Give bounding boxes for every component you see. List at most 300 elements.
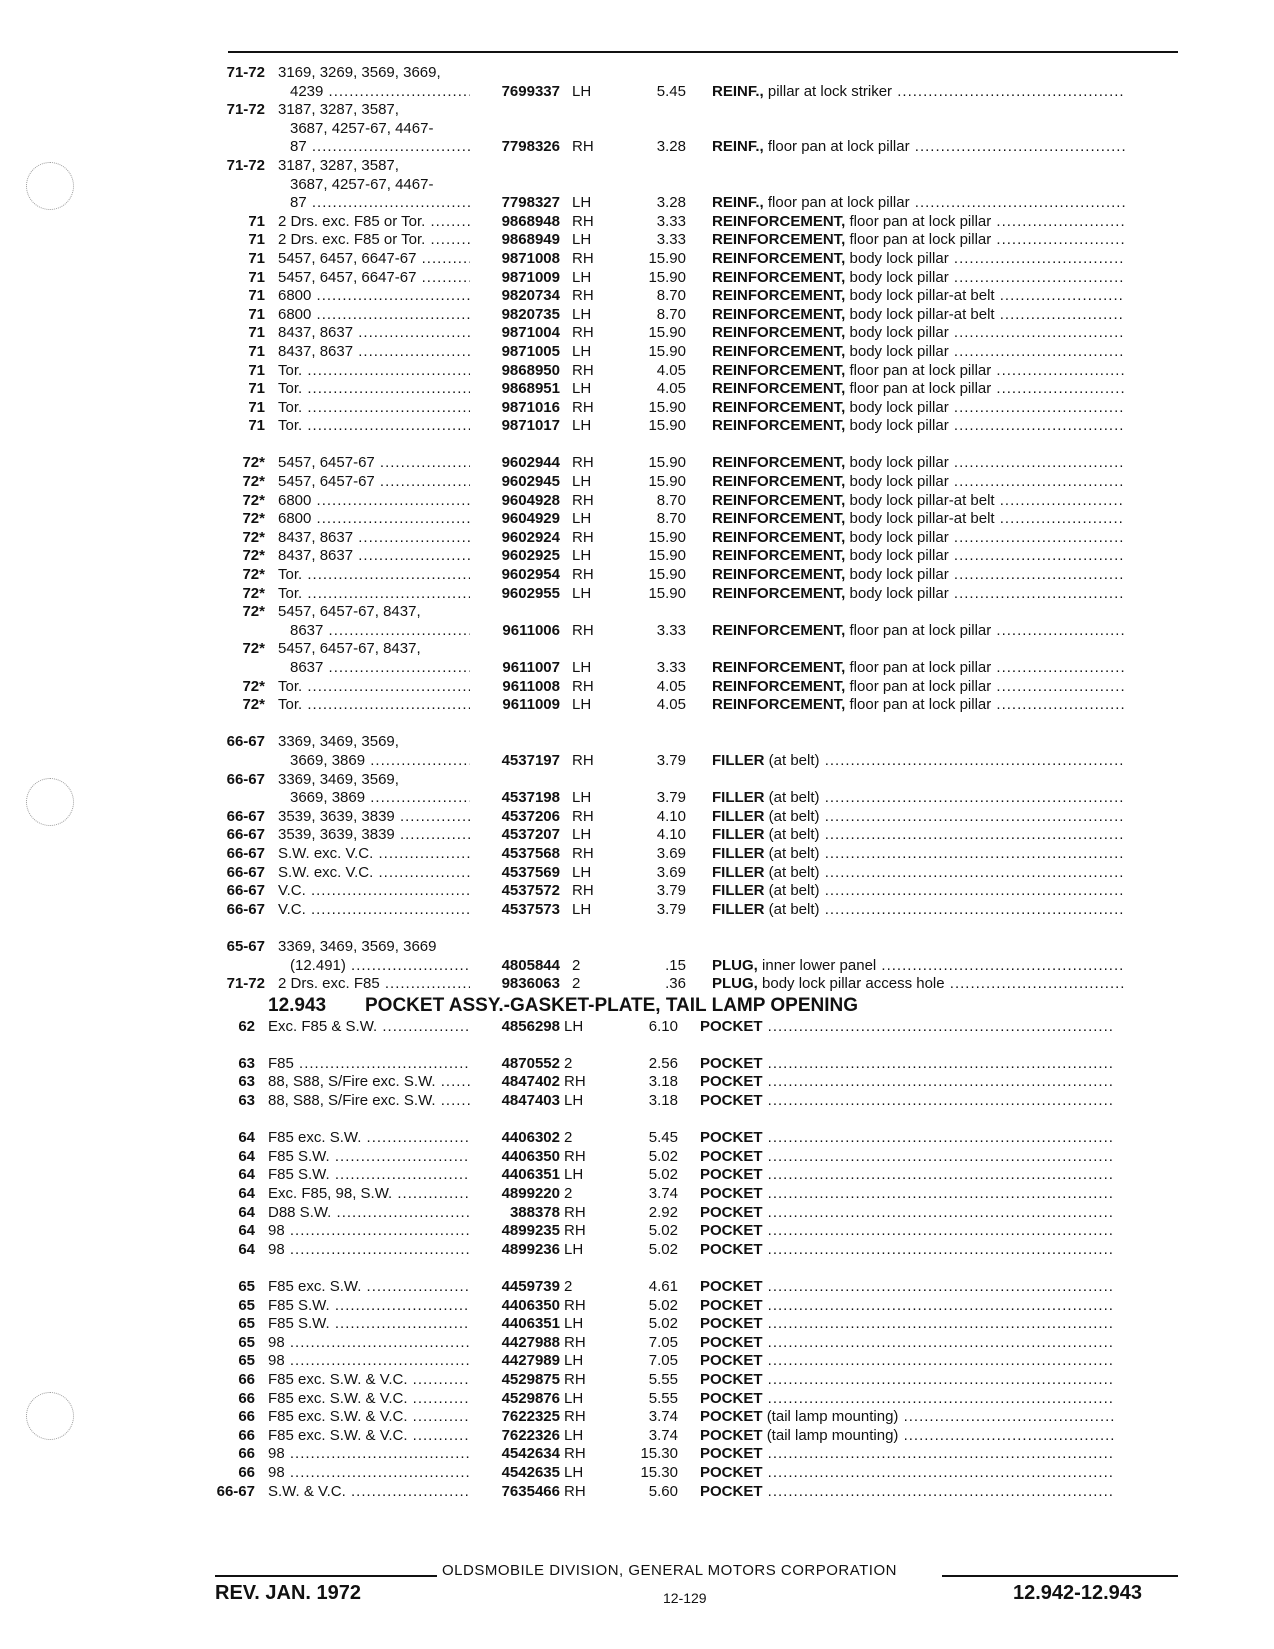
model-year: 66-67 (226, 863, 265, 881)
description-name: REINFORCEMENT, (712, 547, 846, 565)
part-description (700, 1352, 1115, 1371)
description-name: POCKET (700, 1352, 763, 1370)
part-description (700, 1297, 1115, 1316)
part-description (712, 83, 1125, 102)
model-text: 98 (268, 1222, 285, 1240)
parts-row (0, 157, 1274, 176)
model-application (268, 1445, 470, 1464)
model-text: Tor. (278, 696, 303, 714)
model-text: 5457, 6457-67 (278, 473, 375, 491)
part-number: 7635466 (501, 1482, 560, 1500)
model-text: 98 (268, 1463, 285, 1481)
description-name: REINF., (712, 82, 764, 100)
description-name: POCKET (700, 1203, 763, 1221)
model-year: 72* (242, 584, 265, 602)
model-text: Exc. F85 & S.W. (268, 1017, 378, 1035)
parts-row (0, 213, 1274, 232)
model-year: 64 (238, 1147, 255, 1165)
model-application (278, 380, 470, 399)
parts-row (0, 64, 1274, 83)
model-application (268, 1241, 470, 1260)
quantity: LH (572, 268, 592, 286)
quantity: RH (572, 287, 594, 305)
list-price: 3.79 (656, 900, 686, 918)
parts-row (0, 882, 1274, 901)
part-description (712, 138, 1125, 157)
part-number: 7798326 (501, 138, 560, 156)
part-number: 7699337 (501, 82, 560, 100)
parts-row (0, 566, 1274, 585)
model-text: 3669, 3869 (290, 751, 366, 769)
description-name: REINFORCEMENT, (712, 677, 846, 695)
list-price: 15.90 (648, 324, 686, 342)
list-price: 15.90 (648, 473, 686, 491)
quantity: LH (564, 1315, 584, 1333)
description-detail: floor pan at lock pillar (849, 212, 992, 230)
parts-row (0, 417, 1274, 436)
part-number: 4537197 (501, 751, 560, 769)
model-application (278, 362, 470, 381)
list-price: 5.02 (648, 1296, 678, 1314)
model-application (268, 1371, 470, 1390)
description-detail: pillar at lock striker (767, 82, 893, 100)
part-description (700, 1018, 1115, 1037)
part-number: 4537568 (501, 844, 560, 862)
parts-row (0, 380, 1274, 399)
model-text: 5457, 6457, 6647-67 (278, 249, 417, 267)
part-number: 4847402 (501, 1073, 560, 1091)
model-year: 72* (242, 640, 265, 658)
list-price: 15.30 (640, 1463, 678, 1481)
part-number: 4406351 (501, 1166, 560, 1184)
model-application (278, 826, 470, 845)
quantity: RH (572, 566, 594, 584)
model-application (268, 1148, 470, 1167)
list-price: 5.45 (648, 1129, 678, 1147)
model-year: 71 (248, 417, 265, 435)
model-text: 6800 (278, 491, 312, 509)
quantity: RH (572, 528, 594, 546)
parts-row (0, 752, 1274, 771)
model-application (278, 250, 470, 269)
description-name: REINFORCEMENT, (712, 566, 846, 584)
quantity: RH (564, 1482, 586, 1500)
model-text: 5457, 6457-67, 8437, (278, 640, 421, 658)
parts-row (0, 1055, 1274, 1074)
row-spacer (0, 1036, 1274, 1055)
section-reference: 12.942-12.943 (1013, 1582, 1143, 1604)
quantity: RH (572, 751, 594, 769)
model-application (278, 343, 470, 362)
description-detail: (at belt) (768, 826, 820, 844)
model-application (268, 1315, 470, 1334)
model-text: 8437, 8637 (278, 547, 354, 565)
description-detail: inner lower panel (762, 956, 877, 974)
parts-row (0, 547, 1274, 566)
description-detail: body lock pillar-at belt (849, 510, 995, 528)
parts-row (0, 269, 1274, 288)
description-detail: floor pan at lock pillar (767, 194, 910, 212)
model-application (278, 454, 470, 473)
description-name: FILLER (712, 844, 765, 862)
parts-row (0, 138, 1274, 157)
footer-company: OLDSMOBILE DIVISION, GENERAL MOTORS CORPORATION (442, 1562, 897, 1579)
model-text: 3687, 4257-67, 4467- (290, 175, 434, 193)
description-name: POCKET (700, 1185, 763, 1203)
model-application (290, 752, 470, 771)
part-description (712, 269, 1125, 288)
model-year: 72* (242, 603, 265, 621)
model-application (278, 771, 470, 790)
part-number: 4406302 (501, 1129, 560, 1147)
parts-row (0, 938, 1274, 957)
quantity: RH (572, 491, 594, 509)
description-name: POCKET (700, 1463, 763, 1481)
quantity: 2 (564, 1129, 573, 1147)
model-text: 3369, 3469, 3569, (278, 770, 399, 788)
description-name: REINFORCEMENT, (712, 491, 846, 509)
description-detail: floor pan at lock pillar (849, 380, 992, 398)
part-description (712, 659, 1125, 678)
model-year: 71-72 (226, 101, 265, 119)
model-application (268, 1204, 470, 1223)
quantity: LH (572, 231, 592, 249)
model-year: 66-67 (226, 882, 265, 900)
model-year: 71-72 (226, 156, 265, 174)
part-number: 9871009 (501, 268, 560, 286)
part-description (700, 1390, 1115, 1409)
description-detail: body lock pillar-at belt (849, 305, 995, 323)
description-detail: floor pan at lock pillar (849, 696, 992, 714)
parts-row (0, 975, 1274, 994)
parts-row (0, 1315, 1274, 1334)
model-application (268, 1352, 470, 1371)
part-description (700, 1315, 1115, 1334)
description-detail: body lock pillar (849, 398, 949, 416)
model-application (278, 808, 470, 827)
description-detail: floor pan at lock pillar (849, 677, 992, 695)
part-description (712, 306, 1125, 325)
model-application (278, 566, 470, 585)
list-price: 7.05 (648, 1333, 678, 1351)
list-price: 5.45 (656, 82, 686, 100)
model-year: 71 (248, 380, 265, 398)
description-detail: body lock pillar access hole (762, 975, 945, 993)
part-description (712, 213, 1125, 232)
list-price: 3.28 (656, 138, 686, 156)
model-text: (12.491) (290, 956, 346, 974)
model-text: Exc. F85, 98, S.W. (268, 1185, 393, 1203)
quantity: LH (572, 510, 592, 528)
description-detail: body lock pillar (849, 454, 949, 472)
model-application (278, 324, 470, 343)
page-number: 12-129 (663, 1590, 707, 1606)
list-price: 8.70 (656, 510, 686, 528)
model-year: 71 (248, 212, 265, 230)
model-text: 6800 (278, 305, 312, 323)
description-detail: floor pan at lock pillar (767, 138, 910, 156)
quantity: RH (564, 1073, 586, 1091)
model-year: 71 (248, 249, 265, 267)
list-price: 3.79 (656, 789, 686, 807)
model-application (278, 585, 470, 604)
part-description (700, 1204, 1115, 1223)
part-number: 4406351 (501, 1315, 560, 1333)
model-application (278, 529, 470, 548)
list-price: 5.02 (648, 1147, 678, 1165)
parts-row (0, 1148, 1274, 1167)
model-text: F85 exc. S.W. (268, 1278, 362, 1295)
quantity: RH (564, 1370, 586, 1388)
part-description (712, 696, 1125, 715)
parts-row (0, 1427, 1274, 1446)
model-text: 6800 (278, 287, 312, 305)
part-number: 4459739 (501, 1278, 560, 1295)
model-application (278, 733, 470, 752)
description-name: REINFORCEMENT, (712, 510, 846, 528)
description-name: REINFORCEMENT, (712, 584, 846, 602)
model-year: 66-67 (226, 844, 265, 862)
parts-row (0, 789, 1274, 808)
description-detail: body lock pillar (849, 324, 949, 342)
model-application (290, 789, 470, 808)
model-text: F85 (268, 1054, 294, 1072)
part-description (712, 510, 1125, 529)
parts-row (0, 1464, 1274, 1483)
quantity: LH (572, 473, 592, 491)
quantity: LH (564, 1017, 584, 1035)
model-application (278, 547, 470, 566)
parts-row (0, 808, 1274, 827)
parts-list (0, 64, 1274, 1501)
quantity: RH (572, 361, 594, 379)
model-application (278, 864, 470, 883)
row-spacer (0, 1259, 1274, 1278)
description-detail: floor pan at lock pillar (849, 231, 992, 249)
model-application (268, 1297, 470, 1316)
description-name: POCKET (700, 1129, 763, 1147)
model-year: 72* (242, 473, 265, 491)
parts-row (0, 957, 1274, 976)
description-name: REINFORCEMENT, (712, 268, 846, 286)
model-year: 72* (242, 454, 265, 472)
description-detail: (at belt) (768, 789, 820, 807)
part-number: 4537206 (501, 807, 560, 825)
parts-row (0, 362, 1274, 381)
description-name: POCKET (700, 1092, 763, 1110)
description-name: POCKET (700, 1296, 763, 1314)
model-text: Tor. (278, 417, 303, 435)
part-description (700, 1334, 1115, 1353)
model-text: 3539, 3639, 3839 (278, 807, 395, 825)
part-description (700, 1185, 1115, 1204)
part-description (712, 789, 1125, 808)
list-price: 5.02 (648, 1315, 678, 1333)
section-title: POCKET ASSY.-GASKET-PLATE, TAIL LAMP OPENING (365, 994, 858, 1016)
model-application (278, 492, 470, 511)
description-detail: (tail lamp mounting) (766, 1408, 899, 1426)
model-application (290, 83, 470, 102)
parts-row (0, 454, 1274, 473)
model-year: 65 (238, 1278, 255, 1295)
row-spacer (0, 436, 1274, 455)
description-name: REINFORCEMENT, (712, 342, 846, 360)
description-name: POCKET (700, 1073, 763, 1091)
model-year: 66-67 (226, 807, 265, 825)
part-number: 4529876 (501, 1389, 560, 1407)
description-detail: floor pan at lock pillar (849, 361, 992, 379)
quantity: RH (572, 807, 594, 825)
model-year: 66 (238, 1370, 255, 1388)
part-description (712, 808, 1125, 827)
part-description (712, 826, 1125, 845)
quantity: LH (572, 789, 592, 807)
description-name: REINFORCEMENT, (712, 528, 846, 546)
description-detail: body lock pillar (849, 268, 949, 286)
quantity: RH (572, 621, 594, 639)
model-text: F85 S.W. (268, 1147, 330, 1165)
model-application (268, 1073, 470, 1092)
list-price: 15.90 (648, 547, 686, 565)
model-application (278, 417, 470, 436)
parts-row (0, 510, 1274, 529)
part-number: 9868949 (501, 231, 560, 249)
description-name: REINFORCEMENT, (712, 621, 846, 639)
description-name: REINFORCEMENT, (712, 324, 846, 342)
model-year: 66-67 (226, 733, 265, 751)
list-price: .36 (665, 975, 686, 993)
model-year: 66-67 (226, 826, 265, 844)
quantity: RH (572, 249, 594, 267)
model-application (268, 1166, 470, 1185)
model-application (278, 510, 470, 529)
parts-row (0, 901, 1274, 920)
model-application (290, 659, 470, 678)
model-text: D88 S.W. (268, 1203, 332, 1221)
description-name: POCKET (700, 1482, 763, 1500)
model-text: 98 (268, 1352, 285, 1370)
model-year: 71 (248, 324, 265, 342)
parts-row (0, 306, 1274, 325)
parts-row (0, 83, 1274, 102)
description-name: FILLER (712, 826, 765, 844)
part-description (712, 380, 1125, 399)
list-price: 4.61 (648, 1278, 678, 1295)
part-description (712, 622, 1125, 641)
description-detail: body lock pillar (849, 342, 949, 360)
part-description (700, 1278, 1115, 1297)
list-price: 3.18 (648, 1092, 678, 1110)
part-number: 4406350 (501, 1296, 560, 1314)
model-year: 71 (248, 287, 265, 305)
model-year: 64 (238, 1203, 255, 1221)
model-text: Tor. (278, 566, 303, 584)
parts-row (0, 1129, 1274, 1148)
list-price: 3.74 (648, 1185, 678, 1203)
part-description (700, 1427, 1115, 1446)
description-name: POCKET (700, 1389, 763, 1407)
quantity: LH (564, 1463, 584, 1481)
part-description (700, 1222, 1115, 1241)
parts-row (0, 771, 1274, 790)
description-name: REINFORCEMENT, (712, 361, 846, 379)
model-application (268, 1390, 470, 1409)
model-year: 71 (248, 361, 265, 379)
part-number: 9836063 (501, 975, 560, 993)
part-number: 9871008 (501, 249, 560, 267)
model-text: Tor. (278, 584, 303, 602)
part-number: 4856298 (501, 1017, 560, 1035)
row-spacer (0, 1111, 1274, 1130)
description-name: PLUG, (712, 956, 758, 974)
model-text: 98 (268, 1240, 285, 1258)
description-name: POCKET (700, 1222, 763, 1240)
model-text: 3539, 3639, 3839 (278, 826, 395, 844)
model-text: S.W. & V.C. (268, 1482, 346, 1500)
model-application (278, 157, 470, 176)
description-name: PLUG, (712, 975, 758, 993)
part-number: 9871005 (501, 342, 560, 360)
part-description (712, 417, 1125, 436)
description-detail: body lock pillar (849, 249, 949, 267)
parts-row (0, 659, 1274, 678)
quantity: LH (572, 342, 592, 360)
part-number: 388378 (509, 1203, 560, 1221)
quantity: 2 (564, 1054, 573, 1072)
model-year: 64 (238, 1166, 255, 1184)
description-name: POCKET (700, 1166, 763, 1184)
description-name: REINFORCEMENT, (712, 231, 846, 249)
parts-row (0, 826, 1274, 845)
part-description (700, 1241, 1115, 1260)
model-text: 3669, 3869 (290, 789, 366, 807)
model-text: 3369, 3469, 3569, (278, 733, 399, 751)
part-number: 4537198 (501, 789, 560, 807)
parts-row (0, 864, 1274, 883)
quantity: LH (572, 417, 592, 435)
description-name: REINFORCEMENT, (712, 659, 846, 676)
part-description (712, 975, 1125, 994)
quantity: LH (572, 305, 592, 323)
description-detail: (at belt) (768, 900, 820, 918)
model-year: 64 (238, 1185, 255, 1203)
part-number: 4805844 (501, 956, 560, 974)
model-year: 63 (238, 1054, 255, 1072)
part-number: 9602925 (501, 547, 560, 565)
part-description (700, 1055, 1115, 1074)
list-price: 8.70 (656, 491, 686, 509)
part-number: 4870552 (501, 1054, 560, 1072)
parts-row (0, 1092, 1274, 1111)
model-text: 5457, 6457-67 (278, 454, 375, 472)
model-text: F85 S.W. (268, 1315, 330, 1333)
part-description (712, 529, 1125, 548)
list-price: 15.90 (648, 249, 686, 267)
model-text: 8637 (290, 621, 324, 639)
model-year: 66 (238, 1445, 255, 1463)
model-text: Tor. (278, 361, 303, 379)
parts-row (0, 231, 1274, 250)
model-application (268, 1334, 470, 1353)
model-year: 65 (238, 1296, 255, 1314)
part-number: 4542635 (501, 1463, 560, 1481)
model-year: 66 (238, 1408, 255, 1426)
part-description (712, 678, 1125, 697)
section-number: 12.943 (268, 994, 327, 1016)
list-price: 3.33 (656, 231, 686, 249)
part-number: 4542634 (501, 1445, 560, 1463)
quantity: LH (572, 82, 592, 100)
